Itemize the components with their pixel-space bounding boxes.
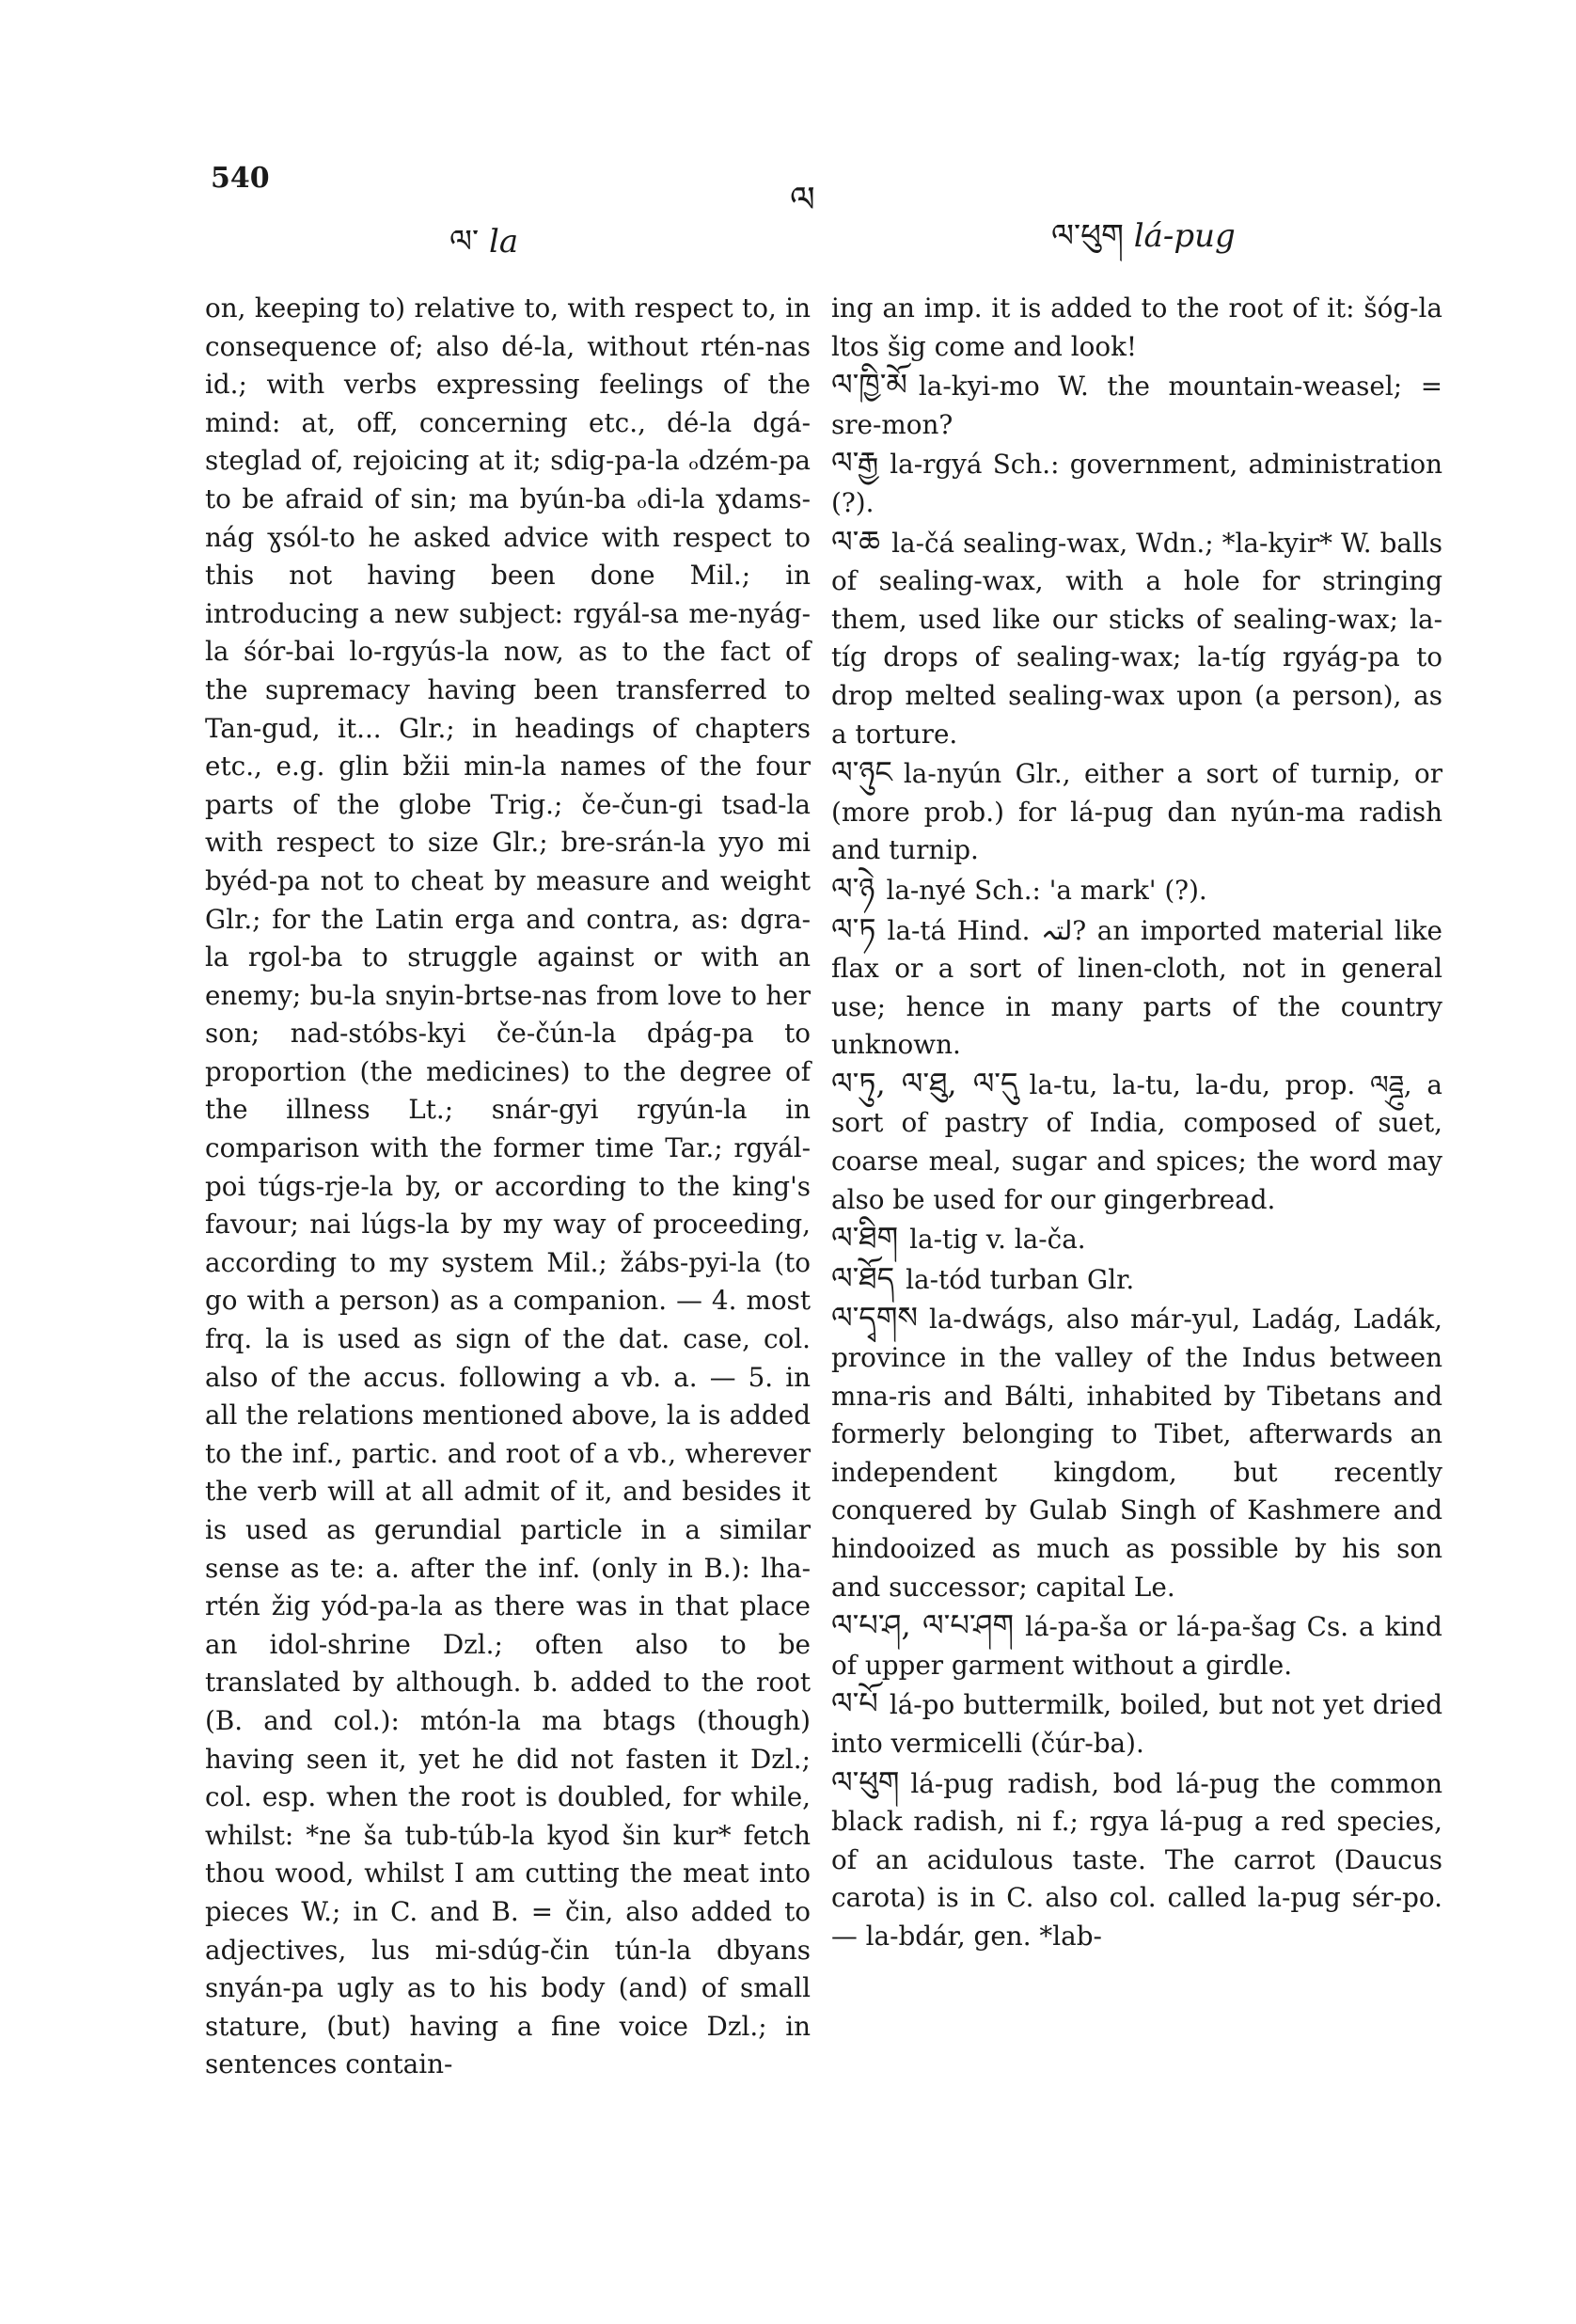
entry-tibetan: ལ་ཉུང <box>831 754 892 791</box>
running-head-left <box>449 205 518 295</box>
dictionary-entry <box>831 366 1442 444</box>
entry-tibetan: ལ་ཐིག <box>831 1220 899 1257</box>
entry-tibetan: ལ་ཏ <box>831 910 876 947</box>
entry-text: la-kyi-mo W. the mountain-weasel; = sre-mon? <box>831 371 1442 440</box>
dictionary-entry <box>831 1065 1442 1219</box>
running-head-center: ལ <box>790 179 815 220</box>
entry-text: la-tá Hind. لتہ? an imported material like flax or a sort of linen-cloth, not in general use; hence in many parts of the country unknown. <box>831 914 1442 1061</box>
entry-text: la-tód turban Glr. <box>906 1263 1135 1295</box>
dictionary-entry <box>831 1763 1442 1956</box>
entry-text: lá-pug radish, bod lá-pug the common black radish, ni f.; rgya lá-pug a red species, of an acidulous taste. The carrot (Daucus carota) is in C. also col. called la-pug sér-po. — la-bdár, gen. *lab- <box>831 1767 1442 1952</box>
page-number: 540 <box>211 162 270 195</box>
entry-tibetan: ལ་རྒྱ <box>831 445 879 482</box>
entry-tibetan: ལ་ཁྱི་མོ <box>831 367 907 403</box>
dictionary-entry <box>831 444 1442 522</box>
dictionary-entry <box>831 1259 1442 1300</box>
running-head-right-tibetan: ལ་ཕུག <box>1051 217 1124 255</box>
entry-text: lá-po buttermilk, boiled, but not yet dried into vermicelli (čúr-ba). <box>831 1689 1442 1759</box>
entry-tibetan: ལ་ཉེ <box>831 870 875 907</box>
running-head-left-roman: la <box>488 223 519 261</box>
dictionary-entry <box>831 870 1442 910</box>
entry-tibetan: ལ་ཆ <box>831 523 881 560</box>
entry-tibetan: ལ་པ་ཤ, ལ་པ་ཤག <box>831 1607 1015 1644</box>
dictionary-entry <box>831 1606 1442 1684</box>
entry-text: la-nyé Sch.: 'a mark' (?). <box>886 874 1207 906</box>
entry-tibetan: ལ་དྭགས <box>831 1300 918 1336</box>
dictionary-entry <box>831 910 1442 1065</box>
left-column-text: on, keeping to) relative to, with respect to, in consequence of; also dé-la, without rtén-nas id.; with verbs expressing feelings of the mind: at, off, concerning etc., dé-la dgá-steglad of, rejoicing at it; sdig-pa-la ₒdzém-pa to be afraid of sin; ma byún-ba ₒdi-la ɣdams-nág ɣsól-to he asked advice with respect to this not having been done Mil.; in introducing a new subject: rgyál-sa me-nyág-la śór-bai lo-rgyús-la now, as to the fact of the supremacy having been transferred to Tan-gud, it... Glr.; in headings of chapters etc., e.g. glin bžii min-la names of the four parts of the globe Trig.; če-čun-gi tsad-la with respect to size Glr.; bre-srán-la yyo mi byéd-pa not to cheat by measure and weight Glr.; for the Latin erga and contra, as: dgra-la rgol-ba to struggle against or with an enemy; bu-la snyin-brtse-nas from love to her son; nad-stóbs-kyi če-čún-la dpág-pa to proportion (the medicines) to the degree of the illness Lt.; snár-gyi rgyún-la in comparison with the former time Tar.; rgyál-poi túgs-rje-la by, or according to the king's favour; nai lúgs-la by my way of proceeding, according to my system Mil.; žábs-pyi-la (to go with a person) as a companion. — 4. most frq. la is used as sign of the dat. case, col. also of the accus. following a vb. a. — 5. in all the relations mentioned above, la is added to the inf., partic. and root of a vb., wherever the verb will at all admit of it, and besides it is used as gerundial particle in a similar sense as te: a. after the inf. (only in B.): lha-rtén žig yód-pa-la as there was in that place an idol-shrine Dzl.; often also to be translated by although. b. added to the root (B. and col.): mtón-la ma btags (though) having seen it, yet he did not fasten it Dzl.; col. esp. when the root is doubled, for while, whilst: *ne ša tub-túb-la kyod šin kur* fetch thou wood, whilst I am cutting the meat into pieces W.; in C. and B. = čin, also added to adjectives, lus mi-sdúg-čin tún-la dbyans snyán-pa ugly as to his body (and) of small stature, (but) having a fine voice Dzl.; in sentences contain- <box>205 292 811 2080</box>
dictionary-entry <box>831 1299 1442 1606</box>
entry-text: la-nyún Glr., either a sort of turnip, or (more prob.) for lá-pug dan nyún-ma radish and turnip. <box>831 758 1442 866</box>
right-column-intro: ing an imp. it is added to the root of it: šóg-la ltos šig come and look! <box>831 292 1442 362</box>
running-head-right <box>1051 199 1236 290</box>
dictionary-entry <box>831 753 1442 870</box>
dictionary-entry <box>831 523 1442 754</box>
entry-tibetan: ལ་ཏུ, ལ་ཐུ, ལ་དུ <box>831 1065 1018 1101</box>
running-head-right-roman: lá-pug <box>1133 217 1236 255</box>
entry-tibetan: ལ་ཐོད <box>831 1259 895 1296</box>
entry-text: la-dwágs, also már-yul, Ladág, Ladák, province in the valley of the Indus between mna-ris and Bálti, inhabited by Tibetans and formerly belonging to Tibet, afterwards an independent kingdom, but recently conquered by Gulab Singh of Kashmere and hindooized as much as possible by his son and successor; capital Le. <box>831 1304 1442 1603</box>
left-column <box>205 290 811 2084</box>
entry-text: la-tig v. la-ča. <box>909 1224 1086 1256</box>
entry-tibetan: ལ་པོ <box>831 1685 878 1722</box>
entry-text: la-rgyá Sch.: government, administration (?). <box>831 449 1442 518</box>
entry-text: la-tu, la-tu, la-du, prop. ལཌྜུ, a sort of pastry of India, composed of suet, coarse meal, sugar and spices; the word may also be used for our gingerbread. <box>831 1068 1442 1215</box>
running-head-left-tibetan: ལ་ <box>449 223 480 261</box>
entry-tibetan: ལ་ཕུག <box>831 1763 900 1800</box>
entry-text: lá-pa-ša or lá-pa-šag Cs. a kind of upper garment without a girdle. <box>831 1611 1442 1681</box>
entry-text: la-čá sealing-wax, Wdn.; *la-kyir* W. balls of sealing-wax, with a hole for stringing them, used like our sticks of sealing-wax; la-tíg drops of sealing-wax; la-tíg rgyág-pa to drop melted sealing-wax upon (a person), as a torture. <box>831 527 1442 750</box>
dictionary-entry <box>831 1684 1442 1763</box>
right-column <box>831 290 1442 1956</box>
dictionary-entry <box>831 1219 1442 1259</box>
